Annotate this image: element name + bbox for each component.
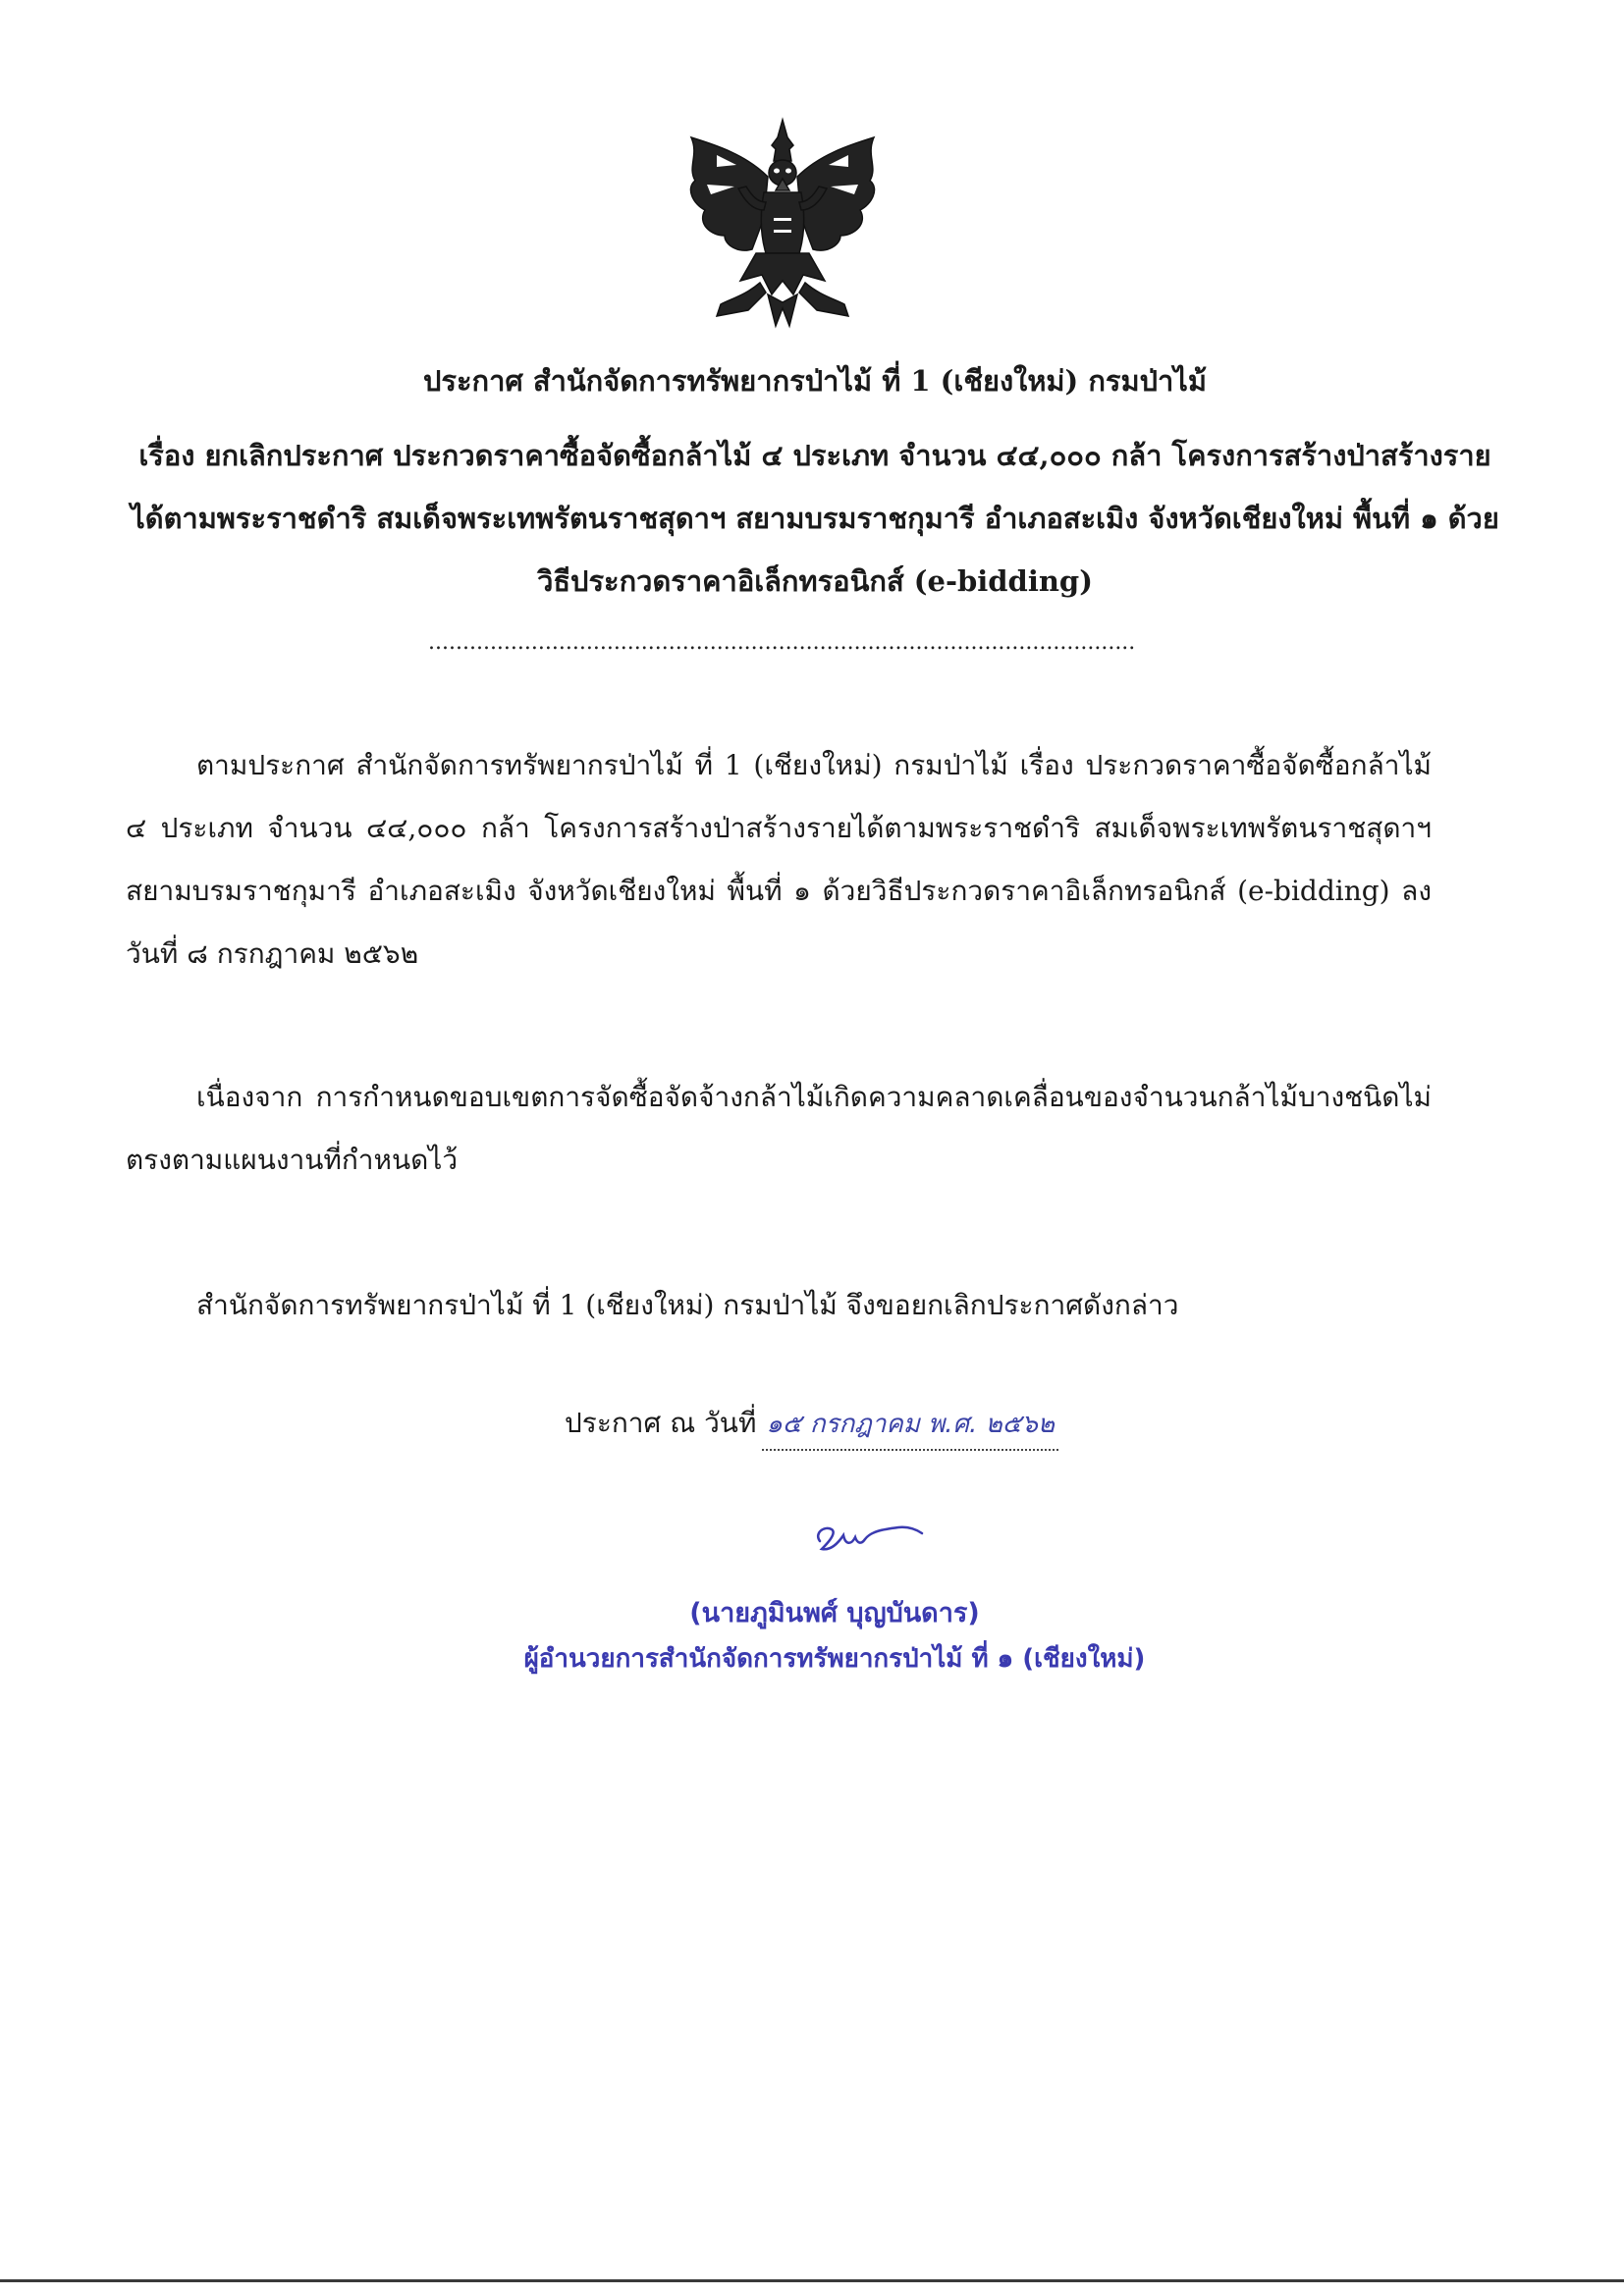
signature-icon	[810, 1512, 928, 1561]
date-label: ประกาศ ณ วันที่	[565, 1407, 757, 1439]
paragraph-reason	[126, 1066, 1432, 1192]
garuda-emblem-icon	[677, 116, 889, 332]
handwritten-date: ๑๕ กรกฎาคม พ.ศ. ๒๕๖๒	[762, 1400, 1058, 1451]
paragraph-reference	[126, 734, 1432, 986]
paragraph-cancellation-text: สำนักจัดการทรัพยากรป่าไม้ ที่ 1 (เชียงใหม่) กรมป่าไม้ จึงขอยกเลิกประกาศดังกล่าว	[196, 1289, 1179, 1321]
scan-edge-line	[0, 2279, 1624, 2282]
announcement-date-line	[565, 1399, 1058, 1451]
paragraph-reference-text: ตามประกาศ สำนักจัดการทรัพยากรป่าไม้ ที่ 1 (เชียงใหม่) กรมป่าไม้ เรื่อง ประกวดราคาซื้อจัดซื้อกล้าไม้ ๔ ประเภท จำนวน ๔๔,๐๐๐ กล้า โครงการสร้างป่าสร้างรายได้ตามพระราชดำริ สมเด็จพระเทพรัตนราชสุดาฯ สยามบรมราชกุมารี อำเภอสะเมิง จังหวัดเชียงใหม่ พื้นที่ ๑ ด้วยวิธีประกวดราคาอิเล็กทรอนิกส์ (e-bidding) ลงวันที่ ๘ กรกฎาคม ๒๕๖๒	[126, 749, 1432, 970]
paragraph-cancellation	[126, 1274, 1432, 1337]
signatory-name: (นายภูมินพศ์ บุญบันดาร)	[689, 1598, 980, 1629]
announcement-subject: เรื่อง ยกเลิกประกาศ ประกวดราคาซื้อจัดซื้อกล้าไม้ ๔ ประเภท จำนวน ๔๔,๐๐๐ กล้า โครงการสร้างป่าสร้างรายได้ตามพระราชดำริ สมเด็จพระเทพรัตนราชสุดาฯ สยามบรมราชกุมารี อำเภอสะเมิง จังหวัดเชียงใหม่ พื้นที่ ๑ ด้วยวิธีประกวดราคาอิเล็กทรอนิกส์ (e-bidding)	[131, 439, 1499, 598]
signatory-position: ผู้อำนวยการสำนักจัดการทรัพยากรป่าไม้ ที่ ๑ (เชียงใหม่)	[523, 1644, 1146, 1674]
announcement-title: ประกาศ สำนักจัดการทรัพยากรป่าไม้ ที่ 1 (เชียงใหม่) กรมป่าไม้	[422, 364, 1208, 398]
separator-dots: .......................................................................................................	[428, 630, 1136, 655]
paragraph-reason-text: เนื่องจาก การกำหนดขอบเขตการจัดซื้อจัดจ้างกล้าไม้เกิดความคลาดเคลื่อนของจำนวนกล้าไม้บางชนิดไม่ตรงตามแผนงานที่กำหนดไว้	[126, 1081, 1432, 1176]
